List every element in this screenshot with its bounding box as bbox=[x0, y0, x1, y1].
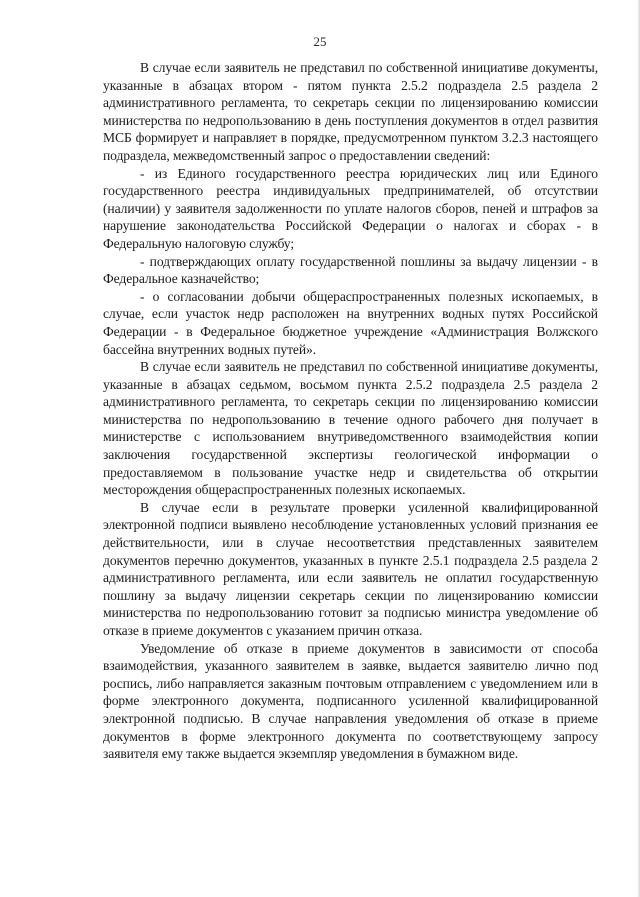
paragraph: В случае если заявитель не представил по собственной инициативе документы, указанные в абзацах втором - пятом пункта 2.5.2 подраздела 2.5 раздела 2 административного регламента, то секретарь секции по лицензированию комиссии министерства по недропользованию в день поступления документов в отдел развития МСБ формирует и направляет в порядке, предусмотренном пунктом 3.2.3 настоящего подраздела, межведомственный запрос о предоставлении сведений: bbox=[103, 60, 598, 163]
paragraph: В случае если заявитель не представил по собственной инициативе документы, указанные в абзацах седьмом, восьмом пункта 2.5.2 подраздела 2.5 раздела 2 административного регламента, то секретарь секции по лицензированию комиссии министерства по недропользованию в течение одного рабочего дня получает в министерстве с использованием внутриведомственного взаимодействия копии заключения государственной экспертизы геологической информации о предоставляемом в пользование участке недр и свидетельства об открытии месторождения общераспространенных полезных ископаемых. bbox=[103, 359, 598, 498]
document-body bbox=[103, 59, 598, 763]
list-item: - из Единого государственного реестра юридических лиц или Единого государственного реестра индивидуальных предпринимателей, об отсутствии (наличии) у заявителя задолженности по уплате налогов сборов, пеней и штрафов за нарушение законодательства Российской Федерации о налогах и сборах - в Федеральную налоговую службу; bbox=[103, 165, 598, 251]
page-number: 25 bbox=[313, 34, 327, 49]
list-item: - о согласовании добычи общераспространенных полезных ископаемых, в случае, если участок недр расположен на внутренних водных путях Российской Федерации - в Федеральное бюджетное учреждение «Администрация Волжского бассейна внутренних водных путей». bbox=[103, 288, 598, 357]
paragraph: Уведомление об отказе в приеме документов в зависимости от способа взаимодействия, указанного заявителем в заявке, выдается заявителю лично под роспись, либо направляется заказным почтовым отправлением с уведомлением или в форме электронного документа, подписанного усиленной квалифицированной электронной подписью. В случае направления уведомления об отказе в приеме документов в форме электронного документа по соответствующему запросу заявителя ему также выдается экземпляр уведомления в бумажном виде. bbox=[103, 640, 598, 762]
paragraph: В случае если в результате проверки усиленной квалифицированной электронной подписи выявлено несоблюдение установленных условий признания ее действительности, или в случае несоответствия представленных заявителем документов перечню документов, указанных в пункте 2.5.1 подраздела 2.5 раздела 2 административного регламента, или если заявитель не оплатил государственную пошлину за выдачу лицензии секретарь секции по лицензированию комиссии министерства по недропользованию готовит за подписью министра уведомление об отказе в приеме документов с указанием причин отказа. bbox=[103, 499, 598, 638]
list-item: - подтверждающих оплату государственной пошлины за выдачу лицензии - в Федеральное казначейство; bbox=[103, 253, 598, 287]
